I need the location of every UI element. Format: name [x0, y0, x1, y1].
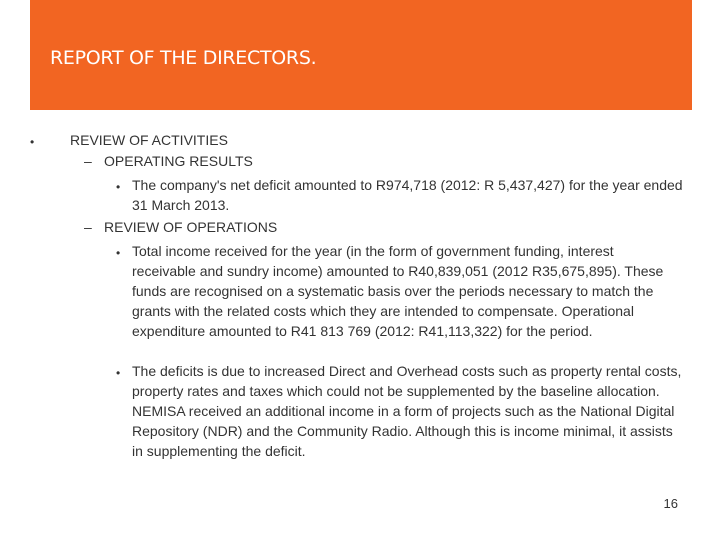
- bullet-marker: •: [116, 366, 121, 380]
- section-heading-operating-results: OPERATING RESULTS: [104, 153, 253, 169]
- operating-results-text: The company's net deficit amounted to R974,718 (2012: R 5,437,427) for the year ended 31 March 2013.: [132, 177, 683, 213]
- dash-marker: –: [84, 153, 92, 169]
- income-paragraph: Total income received for the year (in the form of government funding, interest receivable and sundry income) amounted to R40,839,051 (2012 R35,675,895). These funds are recognised on a systematic basis over the periods necessary to match the grants with the related costs which they are intended to compensate. Operational expenditure amounted to R41 813 769 (2012: R41,113,322) for the period.: [132, 243, 664, 339]
- bullet-marker: •: [30, 135, 35, 149]
- dash-marker: –: [84, 219, 92, 235]
- page-title: REPORT OF THE DIRECTORS.: [50, 47, 317, 69]
- page-number: 16: [663, 496, 678, 511]
- deficit-paragraph: The deficits is due to increased Direct and Overhead costs such as property rental costs, property rates and taxes which could not be supplemented by the baseline allocation. NEMISA received an additional income in a form of projects such as the National Digital Repository (NDR) and the Community Radio. Although this is income minimal, it assists in supplementing the deficit.: [132, 363, 682, 459]
- bullet-marker: •: [116, 246, 121, 260]
- bullet-marker: •: [116, 180, 121, 194]
- level1-heading: REVIEW OF ACTIVITIES: [70, 132, 228, 148]
- section-heading-review-of-operations: REVIEW OF OPERATIONS: [104, 219, 278, 235]
